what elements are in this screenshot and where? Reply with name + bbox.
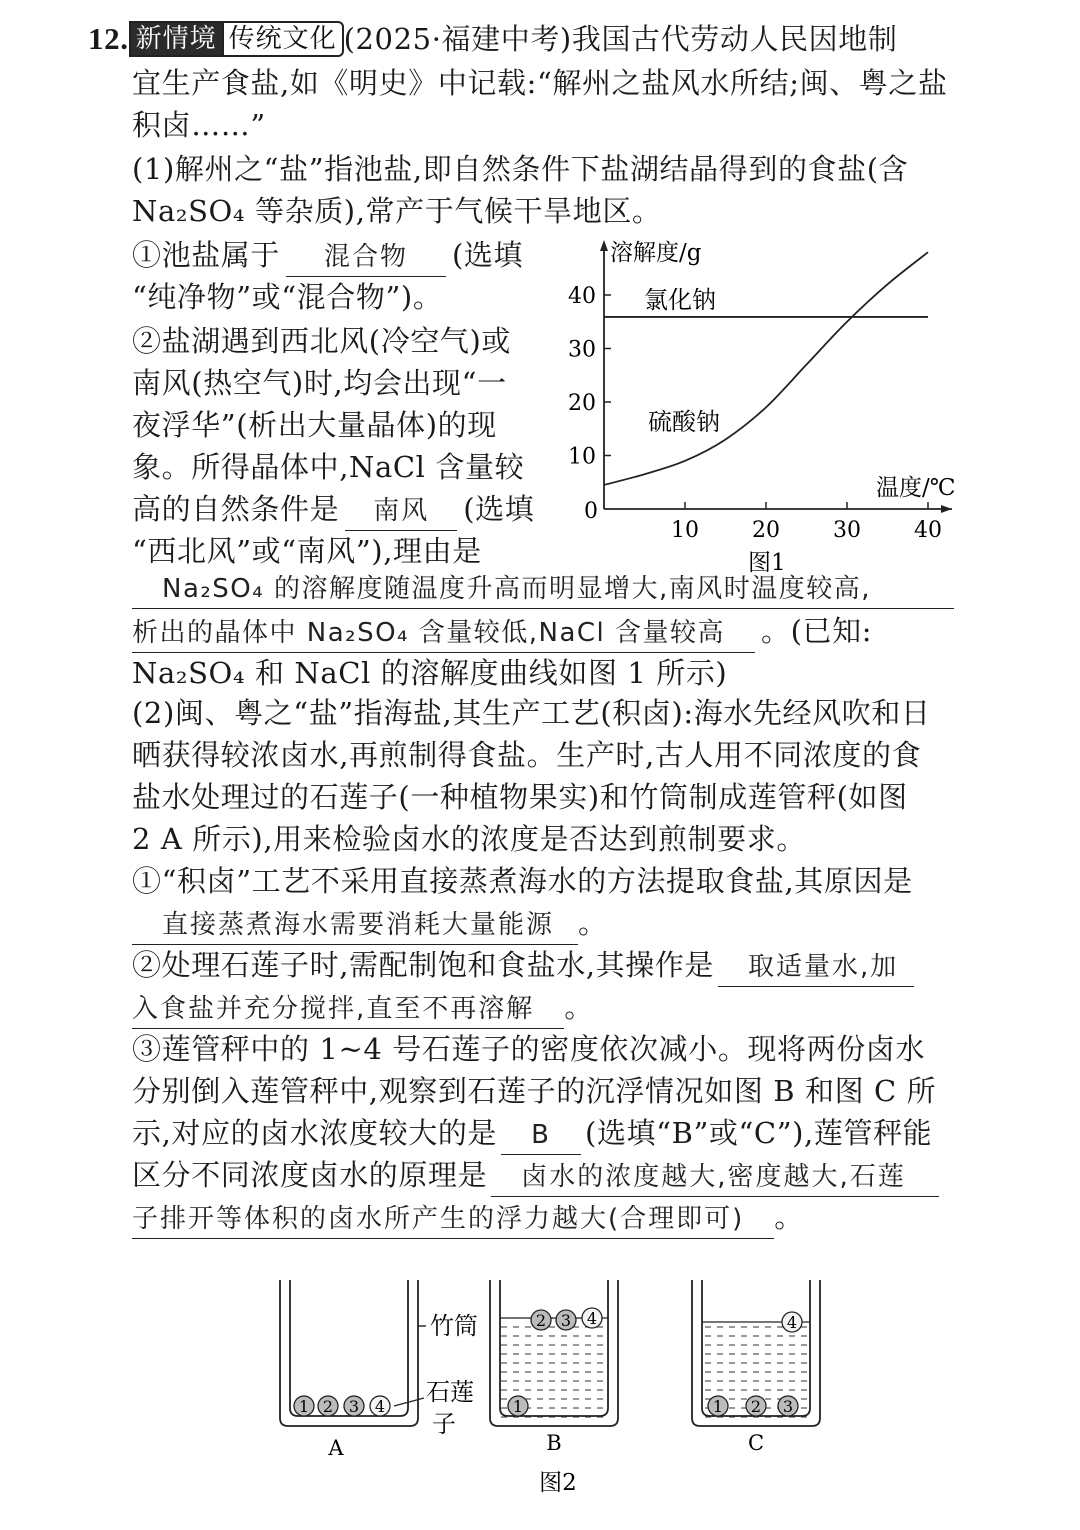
answer-blank-reason-no-boil[interactable]: 直接蒸煮海水需要消耗大量能源 — [132, 906, 578, 945]
seed-b-3 — [556, 1310, 576, 1330]
y-tick-label: 40 — [568, 284, 596, 309]
seed-c-3 — [778, 1396, 798, 1416]
svg-text:4: 4 — [374, 1397, 386, 1416]
origin-label: 0 — [584, 499, 598, 524]
y-tick-label: 20 — [568, 391, 596, 416]
svg-text:3: 3 — [348, 1397, 360, 1416]
y-tick-label: 10 — [568, 444, 596, 470]
svg-text:2: 2 — [750, 1397, 762, 1416]
part2-q3-line4: 区分不同浓度卤水的原理是 卤水的浓度越大,密度越大,石莲 — [132, 1156, 939, 1197]
nacl-series-label: 氯化钠 — [644, 286, 716, 314]
panel-label-b: B — [546, 1431, 562, 1455]
part1-q2-line3: 夜浮华”(析出大量晶体)的现 — [132, 408, 497, 442]
tube-a — [280, 1280, 418, 1460]
reason-line2-row: 析出的晶体中 Na₂SO₄ 含量较低,NaCl 含量较高 。(已知: — [132, 612, 872, 653]
part1-q1-line2: “纯净物”或“混合物”)。 — [132, 280, 443, 314]
svg-text:3: 3 — [782, 1397, 794, 1416]
topic-tag: 传统文化 — [222, 21, 344, 57]
x-axis-label: 温度/℃ — [876, 475, 956, 501]
question-number: 12. — [88, 21, 129, 56]
seed-c-2 — [746, 1396, 766, 1416]
lotus-seed-label-1: 石莲 — [426, 1378, 474, 1406]
x-tick-label: 40 — [914, 518, 942, 543]
svg-text:1: 1 — [512, 1397, 524, 1416]
panel-label-c: C — [747, 1431, 765, 1455]
question-header — [88, 20, 897, 58]
intro-text-1: (2025·福建中考)我国古代劳动人民因地制 — [343, 22, 898, 56]
na2so4-formula: Na₂SO₄ — [132, 194, 246, 228]
part2-q3-line2: 分别倒入莲管秤中,观察到石莲子的沉浮情况如图 B 和图 C 所 — [132, 1074, 937, 1108]
svg-text:4: 4 — [586, 1309, 598, 1328]
seed-b-4 — [582, 1308, 602, 1328]
answer-blank-pure-or-mixture[interactable]: 混合物 — [286, 238, 446, 277]
part1-line2: Na₂SO₄ 等杂质),常产于气候干旱地区。 — [132, 194, 662, 228]
x-tick-label: 20 — [752, 518, 780, 543]
solubility-note: Na₂SO₄ 和 NaCl 的溶解度曲线如图 1 所示) — [132, 656, 728, 690]
figure1-caption: 图1 — [748, 550, 786, 576]
intro-text-2: 宜生产食盐,如《明史》中记载:“解州之盐风水所结;闽、粤之盐 — [132, 66, 948, 100]
intro-text-3: 积卤……” — [132, 108, 266, 142]
answer-blank-operation-1[interactable]: 取适量水,加 — [718, 948, 914, 987]
y-axis-arrow — [600, 240, 608, 251]
x-axis-arrow — [941, 505, 952, 513]
na2so4-series-label: 硫酸钠 — [648, 408, 720, 436]
part1-q2-line2: 南风(热空气)时,均会出现“一 — [132, 366, 507, 400]
part2-q2-answer-row: 入食盐并充分搅拌,直至不再溶解 。 — [132, 988, 594, 1029]
x-tick-label: 10 — [671, 518, 699, 543]
part2-q3-answer-row: 子排开等体积的卤水所产生的浮力越大(合理即可) 。 — [132, 1198, 804, 1239]
seed-b-2 — [531, 1310, 551, 1330]
part2-q3-line1: ③莲管秤中的 1~4 号石莲子的密度依次减小。现将两份卤水 — [132, 1032, 926, 1066]
part2-line1: (2)闽、粤之“盐”指海盐,其生产工艺(积卤):海水先经风吹和日 — [132, 696, 931, 730]
seed-a-2 — [318, 1396, 338, 1416]
part1-q2-line1: ②盐湖遇到西北风(冷空气)或 — [132, 324, 512, 358]
answer-blank-higher-concentration[interactable]: B — [501, 1116, 581, 1155]
part1-q2-line5: 高的自然条件是 南风 (选填 — [132, 490, 534, 531]
tube-b — [490, 1280, 618, 1455]
part2-q1-answer-row: 直接蒸煮海水需要消耗大量能源 。 — [132, 904, 608, 945]
seed-c-4 — [782, 1312, 802, 1332]
seed-a-4 — [370, 1396, 390, 1416]
bamboo-tube-label: 竹筒 — [430, 1312, 478, 1340]
answer-reason-line1[interactable]: Na₂SO₄ 的溶解度随温度升高而明显增大,南风时温度较高, — [132, 570, 954, 609]
part1-line1: (1)解州之“盐”指池盐,即自然条件下盐湖结晶得到的食盐(含 — [132, 152, 909, 186]
svg-text:3: 3 — [560, 1311, 572, 1330]
part2-line2: 晒获得较浓卤水,再煎制得食盐。生产时,古人用不同浓度的食 — [132, 738, 922, 772]
svg-text:2: 2 — [322, 1397, 334, 1416]
answer-reason-line2[interactable]: 析出的晶体中 Na₂SO₄ 含量较低,NaCl 含量较高 — [132, 614, 755, 653]
svg-text:1: 1 — [712, 1397, 724, 1416]
figure2-caption: 图2 — [539, 1470, 577, 1496]
answer-blank-principle-1[interactable]: 卤水的浓度越大,密度越大,石莲 — [491, 1158, 939, 1197]
part1-q2-line4: 象。所得晶体中,NaCl 含量较 — [132, 450, 525, 484]
part2-line3: 盐水处理过的石莲子(一种植物果实)和竹筒制成莲管秤(如图 — [132, 780, 908, 814]
answer-blank-operation-2[interactable]: 入食盐并充分搅拌,直至不再溶解 — [132, 990, 564, 1029]
svg-text:1: 1 — [298, 1397, 310, 1416]
lotus-tube-figure — [260, 1250, 850, 1520]
seed-b-1 — [508, 1396, 528, 1416]
seed-a-1 — [294, 1396, 314, 1416]
chart-ticks — [568, 284, 942, 543]
svg-text:4: 4 — [786, 1313, 798, 1332]
solubility-chart — [560, 230, 970, 580]
svg-text:2: 2 — [535, 1311, 547, 1330]
part2-q1: ①“积卤”工艺不采用直接蒸煮海水的方法提取食盐,其原因是 — [132, 864, 913, 898]
context-tag: 新情境 — [129, 21, 224, 57]
tube-c — [692, 1280, 820, 1455]
x-tick-label: 30 — [833, 518, 861, 543]
lotus-seed-label-2: 子 — [432, 1410, 456, 1438]
part2-q3-line3: 示,对应的卤水浓度较大的是 B (选填“B”或“C”),莲管秤能 — [132, 1114, 932, 1155]
part1-q1: ①池盐属于 混合物 (选填 — [132, 236, 523, 277]
panel-label-a: A — [328, 1436, 344, 1460]
seed-c-1 — [708, 1396, 728, 1416]
seed-a-3 — [344, 1396, 364, 1416]
answer-blank-principle-2[interactable]: 子排开等体积的卤水所产生的浮力越大(合理即可) — [132, 1200, 774, 1239]
part2-line4: 2 A 所示),用来检验卤水的浓度是否达到煎制要求。 — [132, 822, 806, 856]
answer-blank-wind[interactable]: 南风 — [345, 492, 457, 531]
y-axis-label: 溶解度/g — [610, 240, 702, 266]
part1-q2-line6: “西北风”或“南风”),理由是 — [132, 534, 482, 568]
part2-q2: ②处理石莲子时,需配制饱和食盐水,其操作是 取适量水,加 — [132, 946, 914, 987]
y-tick-label: 30 — [568, 337, 596, 363]
